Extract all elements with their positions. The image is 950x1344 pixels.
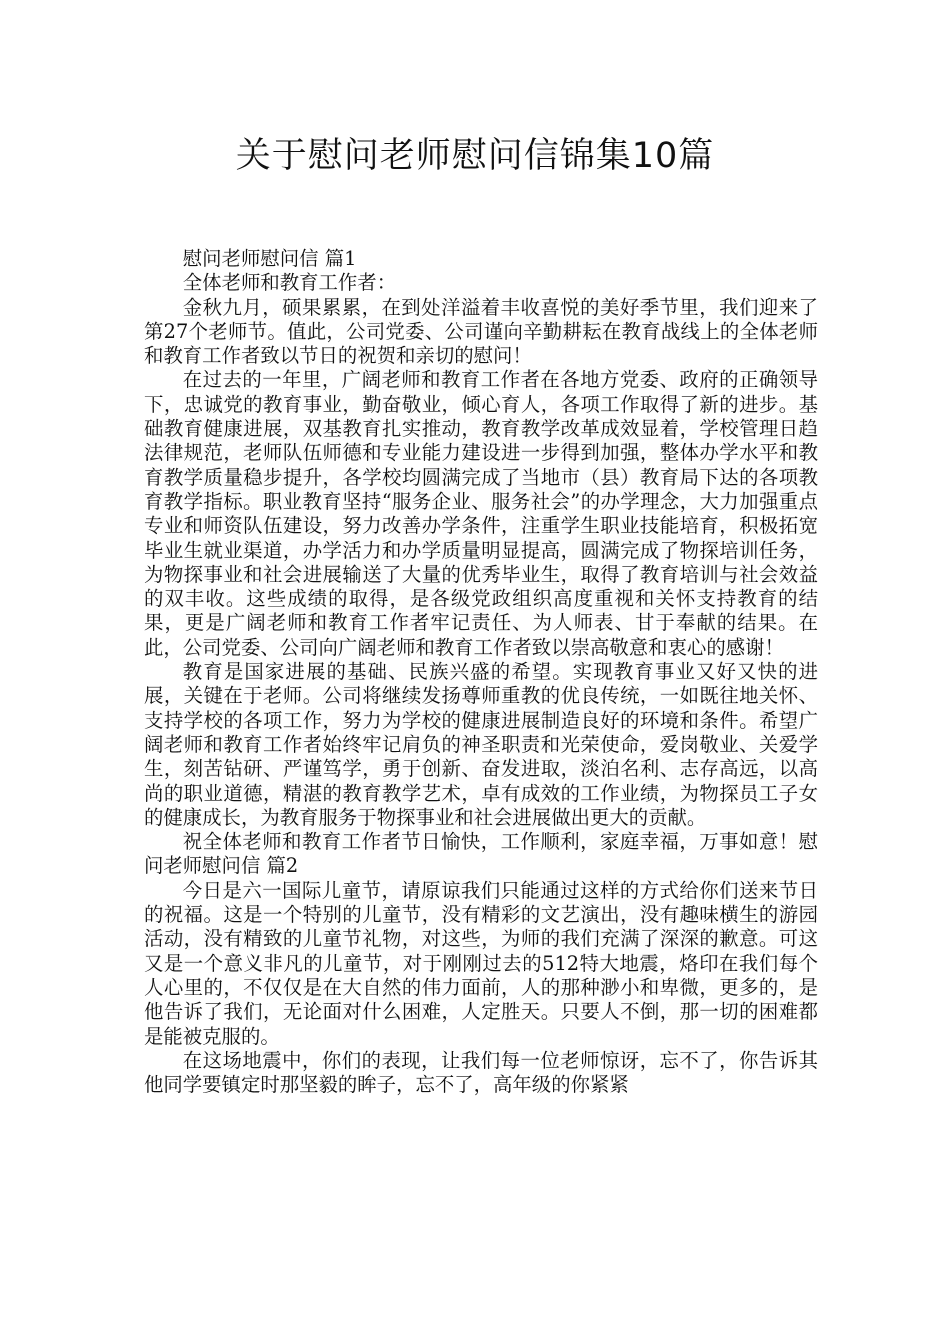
paragraph: 金秋九月，硕果累累，在到处洋溢着丰收喜悦的美好季节里，我们迎来了第27个老师节。值此，公司党委、公司谨向辛勤耕耘在教育战线上的全体老师和教育工作者致以节日的祝贺和亲切的慰问！ [144,295,818,368]
paragraph: 在这场地震中，你们的表现，让我们每一位老师惊讶，忘不了，你告诉其他同学要镇定时那坚毅的眸子，忘不了，高年级的你紧紧 [144,1048,818,1097]
document-title: 关于慰问老师慰问信锦集10篇 [235,136,715,176]
document-body [144,247,818,1097]
paragraph: 教育是国家进展的基础、民族兴盛的希望。实现教育事业又好又快的进展，关键在于老师。公司将继续发扬尊师重教的优良传统，一如既往地关怀、支持学校的各项工作，努力为学校的健康进展制造良好的环境和条件。希望广阔老师和教育工作者始终牢记肩负的神圣职责和光荣使命，爱岗敬业、关爱学生，刻苦钻研、严谨笃学，勇于创新、奋发进取，淡泊名利、志存高远，以高尚的职业道德，精湛的教育教学艺术，卓有成效的工作业绩，为物探员工子女的健康成长，为教育服务于物探事业和社会进展做出更大的贡献。 [144,660,818,829]
paragraph: 在过去的一年里，广阔老师和教育工作者在各地方党委、政府的正确领导下，忠诚党的教育事业，勤奋敬业，倾心育人，各项工作取得了新的进步。基础教育健康进展，双基教育扎实推动，教育教学改革成效显着，学校管理日趋法律规范，老师队伍师德和专业能力建设进一步得到加强，整体办学水平和教育教学质量稳步提升，各学校均圆满完成了当地市（县）教育局下达的各项教育教学指标。职业教育坚持“服务企业、服务社会”的办学理念，大力加强重点专业和师资队伍建设，努力改善办学条件，注重学生职业技能培育，积极拓宽毕业生就业渠道，办学活力和办学质量明显提高，圆满完成了物探培训任务，为物探事业和社会进展输送了大量的优秀毕业生，取得了教育培训与社会效益的双丰收。这些成绩的取得，是各级党政组织高度重视和关怀支持教育的结果，更是广阔老师和教育工作者牢记责任、为人师表、甘于奉献的结果。在此，公司党委、公司向广阔老师和教育工作者致以崇高敬意和衷心的感谢！ [144,368,818,659]
salutation: 全体老师和教育工作者： [182,271,397,295]
section-heading: 慰问老师慰问信 篇1 [182,247,357,270]
paragraph: 祝全体老师和教育工作者节日愉快，工作顺利，家庭幸福，万事如意！慰问老师慰问信 篇2 [144,830,818,878]
paragraph: 今日是六一国际儿童节，请原谅我们只能通过这样的方式给你们送来节日的祝福。这是一个特别的儿童节，没有精彩的文艺演出，没有趣味横生的游园活动，没有精致的儿童节礼物，对这些，为师的我们充满了深深的歉意。可这又是一个意义非凡的儿童节，对于刚刚过去的512特大地震，烙印在我们每个人心里的，不仅仅是在大自然的伟力面前，人的那种渺小和卑微，更多的，是他告诉了我们，无论面对什么困难，人定胜天。只要人不倒，那一切的困难都是能被克服的。 [144,878,818,1048]
